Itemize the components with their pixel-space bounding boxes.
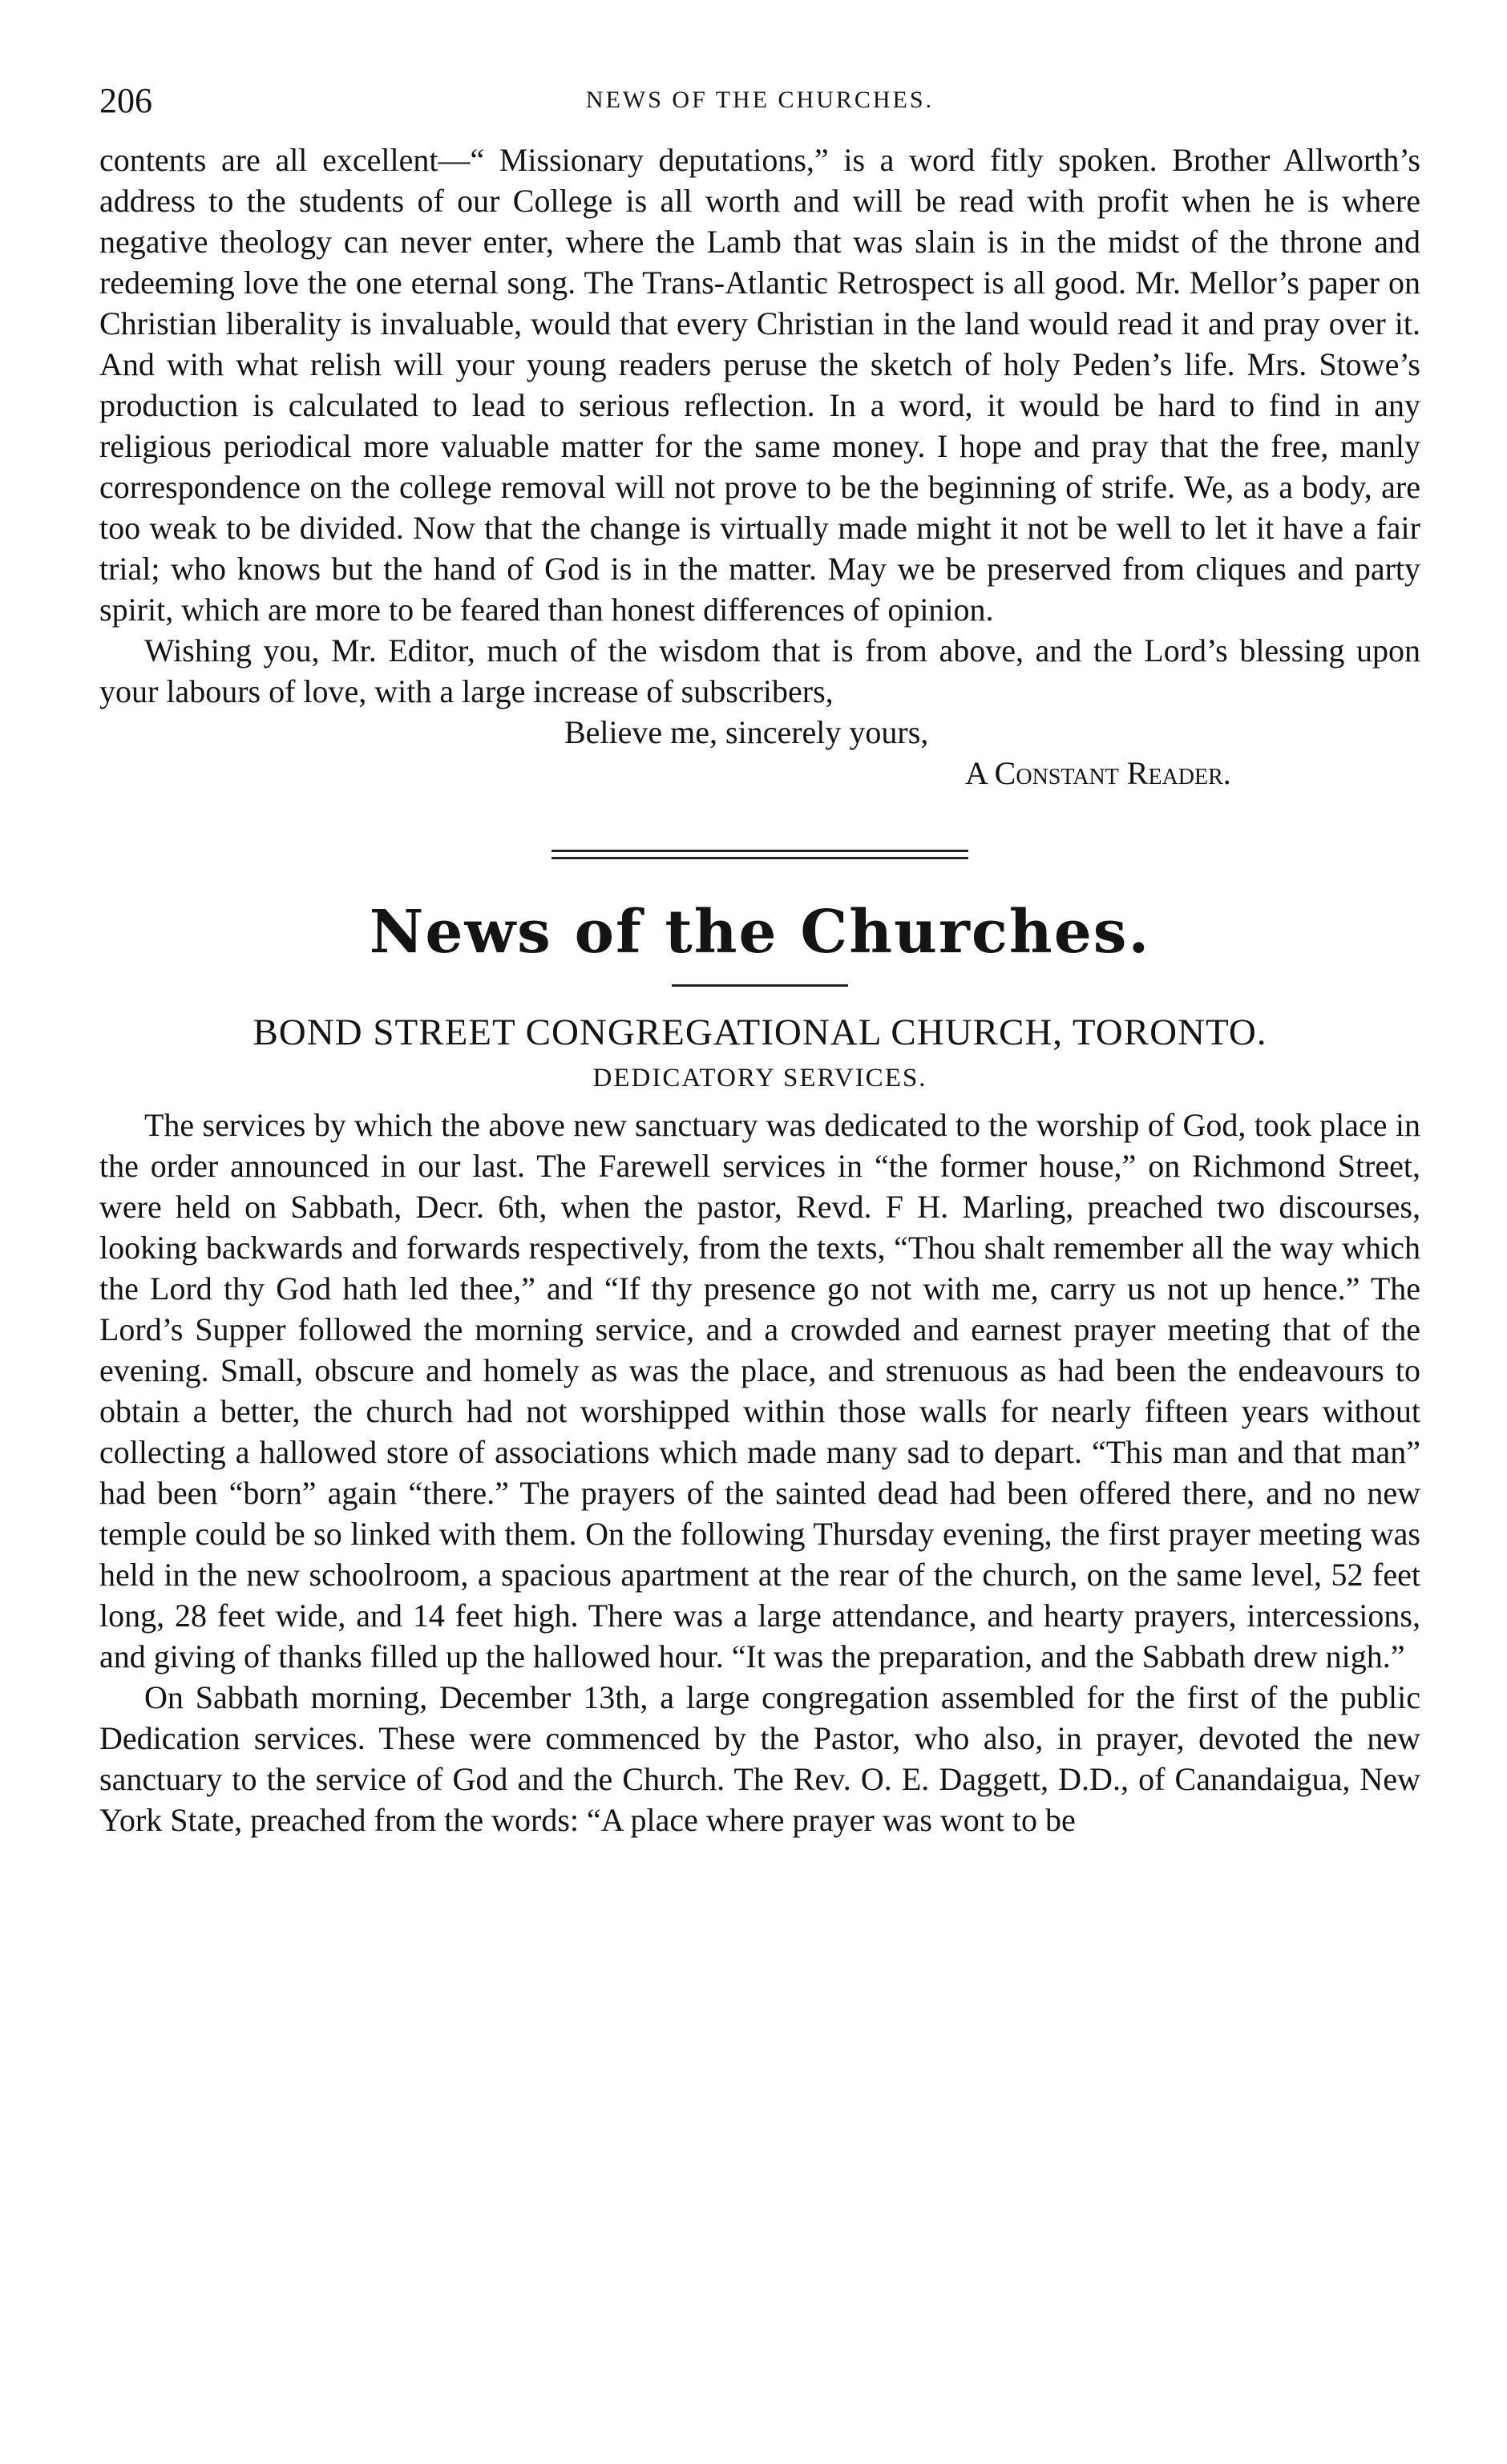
- closing-line: Believe me, sincerely yours,: [564, 714, 929, 750]
- title-underline: [672, 984, 848, 987]
- section-title: News of the Churches.: [369, 898, 1151, 967]
- article-paragraph: On Sabbath morning, December 13th, a large congregation assembled for the first of the public Dedication services. These were commenced by the Pastor, who also, in prayer, devoted the new sanctuary to the service of God and the Church. The Rev. O. E. Daggett, D.D., of Canandaigua, New York State, preached from the words: “A place where prayer was wont to be: [99, 1679, 1420, 1838]
- section-divider: [551, 850, 968, 859]
- page-number: 206: [99, 81, 152, 120]
- article-paragraph: The services by which the above new sanctuary was dedicated to the worship of God, took place in the order announced in our last. The Farewell services in “the former house,” on Richmond Street, were held on Sabbath, Decr. 6th, when the pastor, Revd. F H. Marling, preached two discourses, looking backwards and forwards respectively, from the texts, “Thou shalt remember all the way which the Lord thy God hath led thee,” and “If thy presence go not with me, carry us not up hence.” The Lord’s Supper followed the morning service, and a crowded and earnest prayer meeting that of the evening. Small, obscure and homely as was the place, and strenuous as had been the endeavours to obtain a better, the church had not worshipped within those walls for nearly fifteen years without collecting a hallowed store of associations which made many sad to depart. “This man and that man” had been “born” again “there.” The prayers of the sainted dead had been offered there, and no new temple could be so linked with them. On the following Thursday evening, the first prayer meeting was held in the new schoolroom, a spacious apartment at the rear of the church, on the same level, 52 feet long, 28 feet wide, and 14 feet high. There was a large attendance, and hearty prayers, intercessions, and giving of thanks filled up the hallowed hour. “It was the preparation, and the Sabbath drew nigh.”: [99, 1107, 1420, 1674]
- letter-paragraph: Wishing you, Mr. Editor, much of the wisdom that is from above, and the Lord’s blessing upon your labours of love, with a large increase of subscribers,: [99, 632, 1420, 709]
- letter-closing: [99, 712, 1420, 794]
- article-heading: BOND STREET CONGREGATIONAL CHURCH, TORONTO.: [253, 1012, 1267, 1053]
- page-header: [99, 80, 1420, 128]
- signature: A Constant Reader.: [965, 755, 1231, 791]
- running-head: NEWS OF THE CHURCHES.: [585, 87, 935, 113]
- page: [99, 80, 1420, 1840]
- article-body: [99, 1105, 1420, 1840]
- letter-body: [99, 139, 1420, 794]
- letter-paragraph: contents are all excellent—“ Missionary deputations,” is a word fitly spoken. Brother Allworth’s address to the students of our College is all worth and will be read with profit when he is where negative theology can never enter, where the Lamb that was slain is in the midst of the throne and redeeming love the one eternal song. The Trans-Atlantic Retrospect is all good. Mr. Mellor’s paper on Christian liberality is invaluable, would that every Christian in the land would read it and pray over it. And with what relish will your young readers peruse the sketch of holy Peden’s life. Mrs. Stowe’s production is calculated to lead to serious reflection. In a word, it would be hard to find in any religious periodical more valuable matter for the same money. I hope and pray that the free, manly correspondence on the college removal will not prove to be the beginning of strife. We, as a body, are too weak to be divided. Now that the change is virtually made might it not be well to let it have a fair trial; who knows but the hand of God is in the matter. May we be preserved from cliques and party spirit, which are more to be feared than honest differences of opinion.: [99, 142, 1420, 628]
- article-subheading: DEDICATORY SERVICES.: [592, 1064, 927, 1093]
